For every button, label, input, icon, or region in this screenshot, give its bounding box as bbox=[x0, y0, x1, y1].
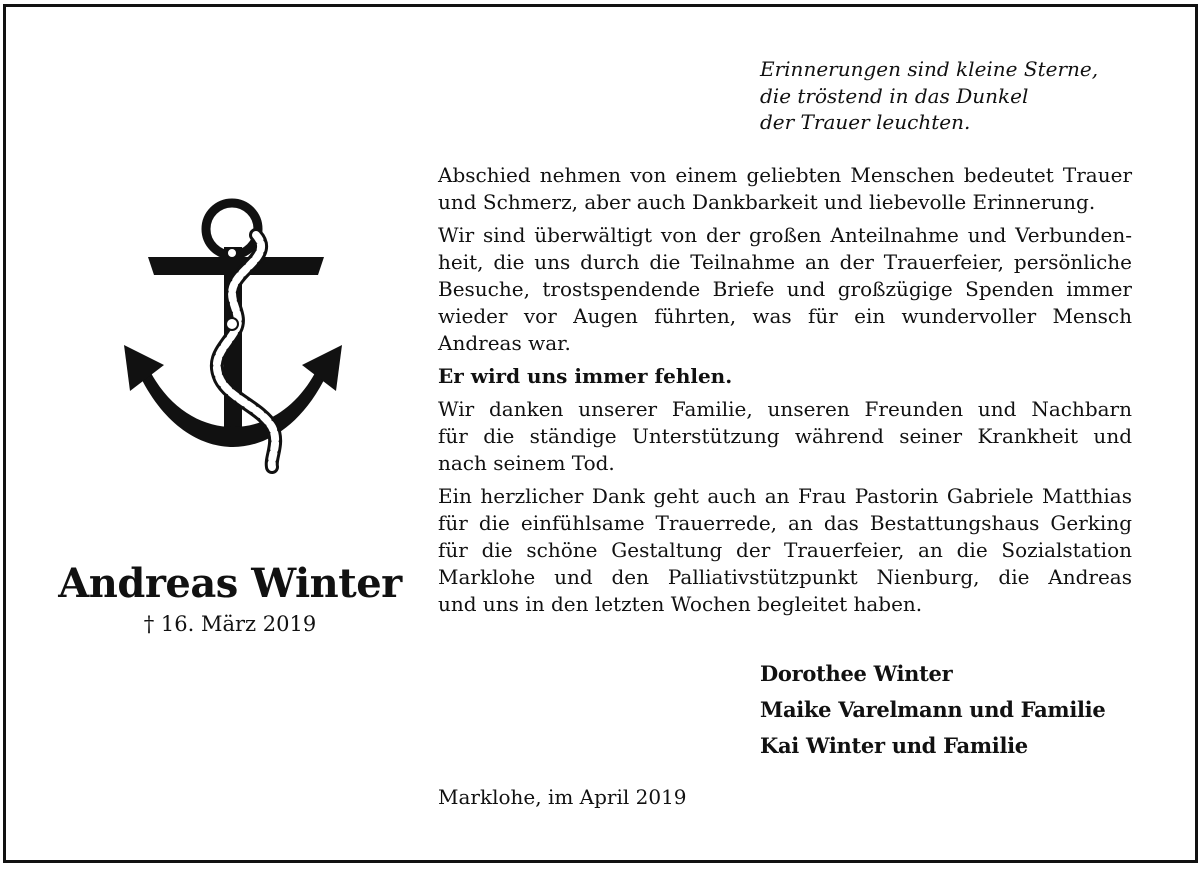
death-date: † 16. März 2019 bbox=[143, 612, 317, 636]
emphasis-paragraph bbox=[438, 363, 1132, 390]
motto-line: die tröstend in das Dunkel bbox=[760, 83, 1029, 108]
text-line: für die ständige Unterstützung während seiner Krankheit und bbox=[438, 424, 1132, 448]
text-line: und uns in den letzten Wochen begleitet haben. bbox=[438, 592, 923, 616]
signatures bbox=[760, 656, 1180, 764]
motto-quote bbox=[760, 56, 1180, 136]
text-line: Er wird uns immer fehlen. bbox=[438, 364, 733, 388]
text-line: Ein herzlicher Dank geht auch an Frau Pastorin Gabriele Matthias bbox=[438, 484, 1132, 508]
text-line: Marklohe und den Palliativstützpunkt Nienburg, die Andreas bbox=[438, 565, 1132, 589]
text-line: heit, die uns durch die Teilnahme an der Trauerfeier, persönliche bbox=[438, 250, 1132, 274]
signature: Maike Varelmann und Familie bbox=[760, 697, 1106, 722]
text-line: für die schöne Gestaltung der Trauerfeier, an die Sozialstation bbox=[438, 538, 1132, 562]
motto-line: der Trauer leuchten. bbox=[760, 110, 971, 134]
paragraph bbox=[438, 396, 1132, 477]
text-line: Andreas war. bbox=[438, 331, 571, 355]
text-line: und Schmerz, aber auch Dankbarkeit und liebevolle Erinnerung. bbox=[438, 190, 1096, 214]
deceased-block bbox=[40, 558, 420, 638]
paragraph bbox=[438, 483, 1132, 618]
thank-you-text bbox=[438, 162, 1132, 624]
text-line: für die einfühlsame Trauerrede, an das Bestattungshaus Gerking bbox=[438, 511, 1132, 535]
deceased-name: Andreas Winter bbox=[58, 560, 402, 607]
text-line: Abschied nehmen von einem geliebten Menschen bedeutet Trauer bbox=[438, 163, 1132, 187]
anchor-icon bbox=[120, 195, 350, 475]
text-line: Besuche, trostspendende Briefe und großzügige Spenden immer bbox=[438, 277, 1132, 301]
text-line: Wir danken unserer Familie, unseren Freunden und Nachbarn bbox=[438, 397, 1132, 421]
signature: Dorothee Winter bbox=[760, 661, 953, 686]
motto-line: Erinnerungen sind kleine Sterne, bbox=[760, 57, 1099, 81]
signature: Kai Winter und Familie bbox=[760, 733, 1028, 758]
paragraph bbox=[438, 162, 1132, 216]
place-date: Marklohe, im April 2019 bbox=[438, 785, 687, 809]
text-line: nach seinem Tod. bbox=[438, 451, 615, 475]
text-line: Wir sind überwältigt von der großen Anteilnahme und Verbunden- bbox=[438, 223, 1132, 247]
paragraph bbox=[438, 222, 1132, 357]
text-line: wieder vor Augen führten, was für ein wundervoller Mensch bbox=[438, 304, 1132, 328]
